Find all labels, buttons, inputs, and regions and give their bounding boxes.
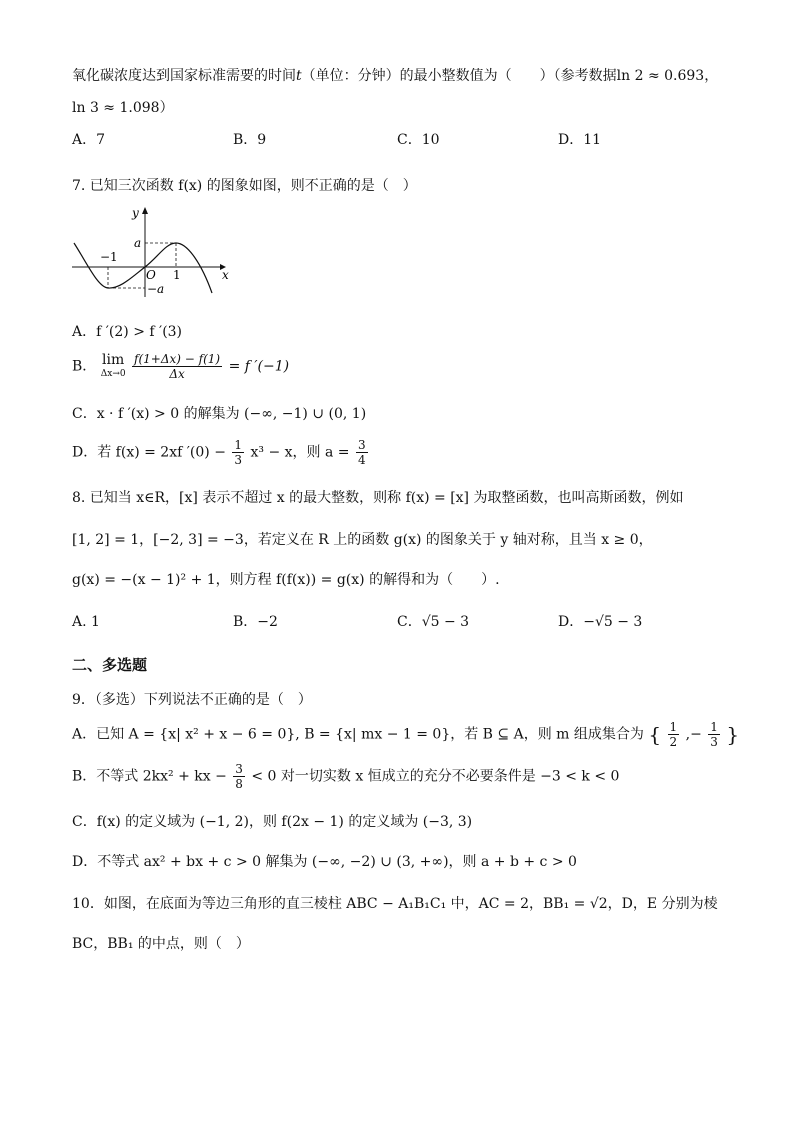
q8-option-d: D．−√5 − 3 bbox=[558, 614, 643, 630]
q7-cubic-graph bbox=[70, 205, 230, 300]
q7-b-lim-sub: Δx→0 bbox=[100, 368, 126, 379]
q7-d-mid: x³ − x，则 a = bbox=[250, 444, 350, 461]
q9-a-sep: ,− bbox=[685, 726, 702, 743]
q10-line-2: BC，BB₁ 的中点，则（ ） bbox=[72, 936, 250, 952]
label-origin: O bbox=[146, 268, 156, 282]
q7-d-ans-den: 4 bbox=[357, 453, 366, 467]
q6-ref-line bbox=[72, 98, 174, 118]
q6-option-d: D．11 bbox=[558, 132, 602, 148]
label-neg1: −1 bbox=[100, 250, 118, 264]
q8-option-b: B．−2 bbox=[233, 614, 278, 630]
q6-close: ） bbox=[159, 100, 174, 116]
y-axis-arrow-icon bbox=[142, 207, 148, 214]
q9-b-fraction bbox=[233, 762, 245, 791]
q7-b-fraction bbox=[132, 352, 222, 381]
q8-line-3: g(x) = −(x − 1)² + 1，则方程 f(f(x)) = g(x) 的解得和为（ ）. bbox=[72, 572, 500, 588]
label-y: y bbox=[132, 206, 139, 220]
section-title-multi-choice: 二、多选题 bbox=[72, 656, 148, 674]
q7-option-b bbox=[72, 352, 289, 392]
label-one: 1 bbox=[173, 268, 181, 282]
q7-d-frac-den: 3 bbox=[234, 453, 243, 467]
q6-comma: ， bbox=[704, 68, 719, 84]
q10-line-1: 10．如图，在底面为等边三角形的直三棱柱 ABC − A₁B₁C₁ 中，AC = 2，BB₁ = √2，D，E 分别为棱 bbox=[72, 896, 718, 912]
q9-a-frac2-den: 3 bbox=[710, 735, 718, 749]
q9-stem: 9．（多选）下列说法不正确的是（ ） bbox=[72, 692, 312, 708]
q9-b-prefix: B．不等式 2kx² + kx − bbox=[72, 768, 227, 785]
q9-a-brace-right: } bbox=[726, 722, 740, 747]
q9-b-frac-num: 3 bbox=[235, 762, 243, 776]
q7-b-numerator: f(1+Δx) − f(1) bbox=[134, 352, 221, 366]
q7-option-d bbox=[72, 438, 370, 474]
q7-d-frac-num: 1 bbox=[234, 438, 243, 452]
q9-option-d: D．不等式 ax² + bx + c > 0 解集为 (−∞, −2) ∪ (3, +∞)，则 a + b + c > 0 bbox=[72, 854, 577, 870]
label-x: x bbox=[222, 268, 229, 282]
q9-a-frac1-den: 2 bbox=[669, 735, 678, 749]
q6-var-t: t bbox=[296, 68, 302, 84]
q7-b-prefix: B． bbox=[72, 358, 97, 375]
q7-b-limit bbox=[101, 353, 126, 381]
q6-ref-ln2: ln 2 ≈ 0.693 bbox=[616, 68, 705, 84]
q9-a-frac-2 bbox=[708, 720, 720, 749]
q7-d-answer-fraction bbox=[356, 438, 368, 467]
q7-option-a: A．f ′(2) > f ′(3) bbox=[72, 324, 183, 340]
q7-option-c: C．x · f ′(x) > 0 的解集为 (−∞, −1) ∪ (0, 1) bbox=[72, 406, 367, 422]
q7-d-ans-num: 3 bbox=[357, 438, 366, 452]
q7-d-prefix: D．若 f(x) = 2xf ′(0) − bbox=[72, 444, 226, 461]
q9-option-c: C．f(x) 的定义域为 (−1, 2)，则 f(2x − 1) 的定义域为 (−3, 3) bbox=[72, 814, 473, 830]
q9-option-b bbox=[72, 762, 619, 798]
q7-b-lim: lim bbox=[102, 351, 125, 368]
q9-a-prefix: A．已知 A = {x| x² + x − 6 = 0}, B = {x| mx − 1 = 0}，若 B ⊆ A，则 m 组成集合为 bbox=[72, 726, 644, 743]
q7-b-post: = f ′(−1) bbox=[228, 358, 290, 375]
label-a: a bbox=[134, 236, 142, 250]
q9-a-brace-left: { bbox=[648, 722, 662, 747]
q9-b-frac-den: 8 bbox=[235, 777, 243, 791]
q8-line-1: 8. 已知当 x∈R，[x] 表示不超过 x 的最大整数，则称 f(x) = [x] 为取整函数，也叫高斯函数，例如 bbox=[72, 490, 684, 506]
q6-option-a: A．7 bbox=[72, 132, 106, 148]
q7-d-fraction bbox=[232, 438, 244, 467]
q7-b-denominator: Δx bbox=[169, 367, 185, 381]
q7-stem: 7. 已知三次函数 f(x) 的图象如图，则不正确的是（ ） bbox=[72, 178, 417, 194]
q9-b-post: < 0 对一切实数 x 恒成立的充分不必要条件是 −3 < k < 0 bbox=[251, 768, 620, 785]
q9-a-frac2-num: 1 bbox=[710, 720, 718, 734]
q6-text-2: （单位：分钟）的最小整数值为（ ）（参考数据 bbox=[301, 68, 617, 84]
q9-a-frac-1 bbox=[668, 720, 680, 749]
q6-text-1: 氧化碳浓度达到国家标准需要的时间 bbox=[72, 68, 296, 84]
q9-a-frac1-num: 1 bbox=[669, 720, 678, 734]
q6-continuation bbox=[72, 66, 718, 86]
label-neg-a: −a bbox=[147, 282, 165, 296]
q8-option-a: A. 1 bbox=[72, 614, 100, 630]
cubic-curve bbox=[74, 243, 212, 293]
q6-ref-ln3: ln 3 ≈ 1.098 bbox=[72, 100, 160, 116]
q6-option-b: B．9 bbox=[233, 132, 267, 148]
q6-option-c: C．10 bbox=[397, 132, 440, 148]
q8-line-2: [1, 2] = 1，[−2, 3] = −3，若定义在 R 上的函数 g(x) 的图象关于 y 轴对称，且当 x ≥ 0， bbox=[72, 532, 653, 548]
q8-option-c: C．√5 − 3 bbox=[397, 614, 470, 630]
q9-option-a bbox=[72, 720, 739, 756]
